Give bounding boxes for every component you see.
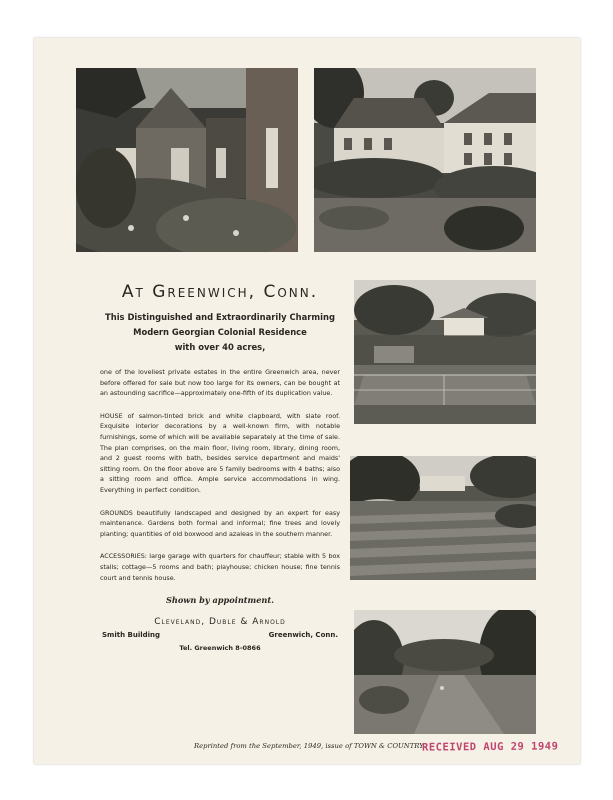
woodland-path-photo	[354, 610, 536, 734]
lawn-photo	[350, 456, 536, 580]
tennis-court-photo	[354, 280, 536, 424]
grounds-paragraph: GROUNDS beautifully landscaped and designed by an expert for easy maintenance. Gardens both formal and informal; fine trees and lovely planting; quantities of old boxwood and azaleas in the southern manner.	[100, 508, 340, 538]
intro-paragraph: one of the loveliest private estates in the entire Greenwich area, never before offered for sale but now too large for its owners, can be bought at an astounding sacrifice—approximately one-fifth of its duplication value.	[100, 368, 340, 398]
headline: At Greenwich, Conn.	[121, 282, 319, 302]
firm-city: Greenwich, Conn.	[268, 631, 338, 640]
subheading-2: Modern Georgian Colonial Residence	[133, 327, 307, 337]
firm-address	[102, 631, 338, 639]
residence-exterior-photo	[314, 68, 536, 252]
house-paragraph: HOUSE of salmon-tinted brick and white clapboard, with slate roof. Exquisite interior decorations by a well-known firm, with notable furnishings, some of which will be available separately at the time of sale. The plan comprises, on the main floor, living room, library, dining room, and 2 guest rooms with bath, besides service department and maids' sitting room. On the floor above are 5 family bedrooms with 4 baths; also a sitting room and office. Ample service accommodations in wing. Everything in perfect condition.	[100, 411, 340, 494]
received-stamp: RECEIVED AUG 29 1949	[421, 740, 559, 754]
accessories-paragraph: ACCESSORIES: large garage with quarters for chauffeur; stable with 5 box stalls; cottage—5 rooms and bath; playhouse; chicken house; fine tennis court and tennis house.	[100, 552, 340, 582]
subheading-3: with over 40 acres,	[174, 342, 266, 352]
firm-building: Smith Building	[102, 631, 161, 640]
shown-by-appointment: Shown by appointment.	[165, 595, 275, 606]
firm-telephone: Tel. Greenwich 8-0866	[179, 644, 261, 653]
subheading-1: This Distinguished and Extraordinarily Charming	[105, 312, 335, 322]
firm-name: Cleveland, Duble & Arnold	[154, 617, 286, 628]
brochure-page	[34, 38, 580, 764]
house-garden-photo	[76, 68, 298, 252]
reprint-footer: Reprinted from the September, 1949, issue of TOWN & COUNTRY	[194, 742, 424, 750]
listing-text	[100, 282, 340, 652]
